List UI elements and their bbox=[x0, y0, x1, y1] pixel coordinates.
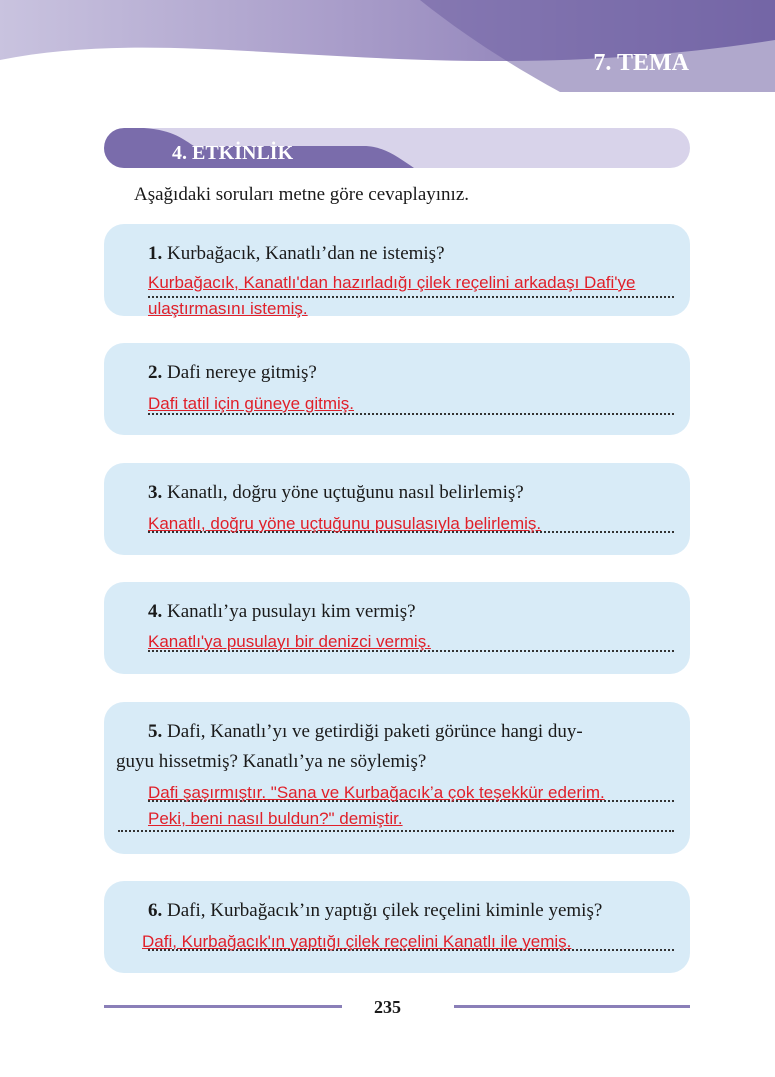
question-box-2 bbox=[104, 343, 690, 435]
question-text: Dafi, Kurbağacık’ın yaptığı çilek reçelini kiminle yemiş? bbox=[167, 900, 603, 921]
question-text: Kurbağacık, Kanatlı’dan ne istemiş? bbox=[167, 243, 445, 264]
question-box-3 bbox=[104, 463, 690, 555]
instruction-text: Aşağıdaki soruları metne göre cevaplayınız. bbox=[134, 184, 470, 205]
answer-text-line-2: Peki, beni nasıl buldun?" demiştir. bbox=[148, 809, 403, 828]
page-header bbox=[0, 0, 775, 92]
question-number: 1. bbox=[148, 243, 163, 264]
question-2 bbox=[148, 357, 676, 389]
question-box-1 bbox=[104, 224, 690, 316]
question-text: Kanatlı’ya pusulayı kim vermiş? bbox=[167, 601, 416, 622]
question-text: Dafi nereye gitmiş? bbox=[167, 362, 317, 383]
activity-title: 4. ETKİNLİK bbox=[172, 142, 294, 164]
question-box-5 bbox=[104, 702, 690, 854]
question-5 bbox=[148, 716, 676, 748]
answer-text: Dafi, Kurbağacık'ın yaptığı çilek reçelini Kanatlı ile yemiş. bbox=[142, 932, 572, 951]
question-number: 5. bbox=[148, 721, 163, 742]
question-number: 4. bbox=[148, 601, 163, 622]
question-3 bbox=[148, 477, 676, 509]
question-text-line-1: Dafi, Kanatlı’yı ve getirdiği paketi görünce hangi duy- bbox=[167, 721, 583, 742]
question-number: 2. bbox=[148, 362, 163, 383]
question-4 bbox=[148, 596, 676, 628]
question-box-4 bbox=[104, 582, 690, 674]
question-5-continuation bbox=[116, 746, 676, 778]
page-number: 235 bbox=[374, 997, 401, 1017]
question-number: 6. bbox=[148, 900, 163, 921]
question-text-line-2: guyu hissetmiş? Kanatlı’ya ne söylemiş? bbox=[116, 751, 427, 772]
answer-text-line-1: Kurbağacık, Kanatlı'dan hazırladığı çilek reçelini arkadaşı Dafi'ye bbox=[148, 273, 636, 292]
header-wave-decoration bbox=[0, 0, 775, 92]
answer-text: Dafi tatil için güneye gitmiş. bbox=[148, 394, 354, 413]
answer-text: Kanatlı, doğru yöne uçtuğunu pusulasıyla belirlemiş. bbox=[148, 514, 542, 533]
question-box-6 bbox=[104, 881, 690, 973]
question-text: Kanatlı, doğru yöne uçtuğunu nasıl belirlemiş? bbox=[167, 482, 524, 503]
question-6 bbox=[148, 895, 676, 927]
answer-text: Kanatlı'ya pusulayı bir denizci vermiş. bbox=[148, 632, 431, 651]
question-number: 3. bbox=[148, 482, 163, 503]
question-1 bbox=[148, 238, 676, 270]
theme-label: 7. TEMA bbox=[593, 50, 689, 76]
answer-text-line-1: Dafi şaşırmıştır. "Sana ve Kurbağacık’a çok teşekkür ederim. bbox=[148, 783, 605, 802]
answer-text-line-2: ulaştırmasını istemiş. bbox=[148, 299, 308, 318]
